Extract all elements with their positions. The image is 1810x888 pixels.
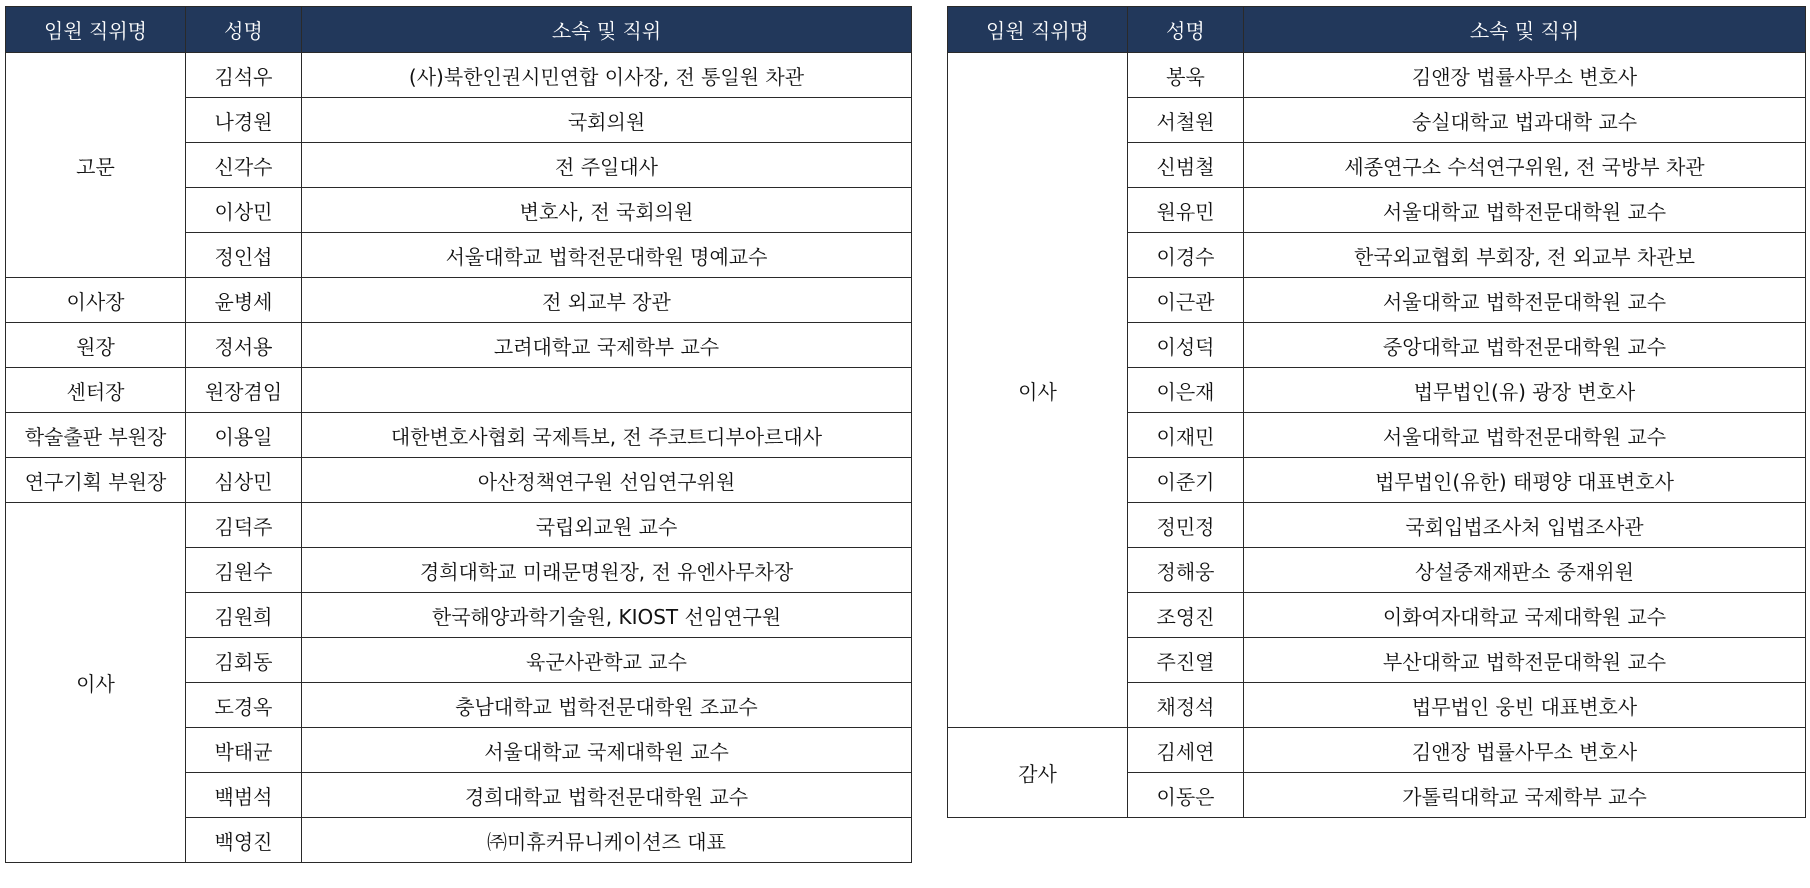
name-cell: 이재민 [1128, 413, 1244, 458]
name-cell: 신각수 [186, 143, 302, 188]
header-row [948, 7, 1806, 53]
name-cell: 백범석 [186, 773, 302, 818]
position-cell: 학술출판 부원장 [6, 413, 186, 458]
affiliation-cell: 상설중재재판소 중재위원 [1244, 548, 1806, 593]
name-cell: 도경옥 [186, 683, 302, 728]
name-cell: 이준기 [1128, 458, 1244, 503]
affiliation-cell: 국회의원 [302, 98, 912, 143]
affiliation-cell: 중앙대학교 법학전문대학원 교수 [1244, 323, 1806, 368]
table-row [6, 458, 912, 503]
affiliation-cell: 대한변호사협회 국제특보, 전 주코트디부아르대사 [302, 413, 912, 458]
name-cell: 정서용 [186, 323, 302, 368]
table-row [6, 503, 912, 548]
header-affiliation: 소속 및 직위 [1244, 7, 1806, 53]
name-cell: 정해웅 [1128, 548, 1244, 593]
table-row [6, 323, 912, 368]
affiliation-cell: 세종연구소 수석연구위원, 전 국방부 차관 [1244, 143, 1806, 188]
affiliation-cell: 한국외교협회 부회장, 전 외교부 차관보 [1244, 233, 1806, 278]
affiliation-cell: 서울대학교 법학전문대학원 교수 [1244, 278, 1806, 323]
affiliation-cell: 김앤장 법률사무소 변호사 [1244, 53, 1806, 98]
affiliation-cell: 변호사, 전 국회의원 [302, 188, 912, 233]
affiliation-cell: ㈜미휴커뮤니케이션즈 대표 [302, 818, 912, 863]
name-cell: 정민정 [1128, 503, 1244, 548]
name-cell: 심상민 [186, 458, 302, 503]
name-cell: 조영진 [1128, 593, 1244, 638]
affiliation-cell: 한국해양과학기술원, KIOST 선임연구원 [302, 593, 912, 638]
position-cell: 이사장 [6, 278, 186, 323]
affiliation-cell: 경희대학교 미래문명원장, 전 유엔사무차장 [302, 548, 912, 593]
name-cell: 이근관 [1128, 278, 1244, 323]
name-cell: 이용일 [186, 413, 302, 458]
table-row [6, 413, 912, 458]
affiliation-cell: 전 주일대사 [302, 143, 912, 188]
position-cell: 이사 [948, 53, 1128, 728]
affiliation-cell: 이화여자대학교 국제대학원 교수 [1244, 593, 1806, 638]
left-officer-table [5, 6, 912, 863]
left-table-body [6, 53, 912, 863]
position-cell: 연구기획 부원장 [6, 458, 186, 503]
affiliation-cell: 서울대학교 법학전문대학원 명예교수 [302, 233, 912, 278]
table-row [6, 53, 912, 98]
name-cell: 원장겸임 [186, 368, 302, 413]
name-cell: 김원수 [186, 548, 302, 593]
affiliation-cell: 법무법인(유한) 태평양 대표변호사 [1244, 458, 1806, 503]
name-cell: 이동은 [1128, 773, 1244, 818]
affiliation-cell: 부산대학교 법학전문대학원 교수 [1244, 638, 1806, 683]
affiliation-cell: 국회입법조사처 입법조사관 [1244, 503, 1806, 548]
table-row [948, 728, 1806, 773]
position-cell: 고문 [6, 53, 186, 278]
affiliation-cell: 서울대학교 국제대학원 교수 [302, 728, 912, 773]
header-name: 성명 [1128, 7, 1244, 53]
header-position: 임원 직위명 [6, 7, 186, 53]
name-cell: 채정석 [1128, 683, 1244, 728]
affiliation-cell: 아산정책연구원 선임연구위원 [302, 458, 912, 503]
affiliation-cell: 숭실대학교 법과대학 교수 [1244, 98, 1806, 143]
name-cell: 윤병세 [186, 278, 302, 323]
name-cell: 신범철 [1128, 143, 1244, 188]
affiliation-cell: 서울대학교 법학전문대학원 교수 [1244, 413, 1806, 458]
affiliation-cell: 가톨릭대학교 국제학부 교수 [1244, 773, 1806, 818]
affiliation-cell: (사)북한인권시민연합 이사장, 전 통일원 차관 [302, 53, 912, 98]
affiliation-cell: 고려대학교 국제학부 교수 [302, 323, 912, 368]
name-cell: 백영진 [186, 818, 302, 863]
position-cell: 이사 [6, 503, 186, 863]
name-cell: 김회동 [186, 638, 302, 683]
right-officer-table [947, 6, 1806, 818]
header-row [6, 7, 912, 53]
name-cell: 김석우 [186, 53, 302, 98]
affiliation-cell: 법무법인 웅빈 대표변호사 [1244, 683, 1806, 728]
affiliation-cell: 김앤장 법률사무소 변호사 [1244, 728, 1806, 773]
name-cell: 나경원 [186, 98, 302, 143]
name-cell: 김원희 [186, 593, 302, 638]
name-cell: 주진열 [1128, 638, 1244, 683]
name-cell: 이은재 [1128, 368, 1244, 413]
affiliation-cell: 육군사관학교 교수 [302, 638, 912, 683]
header-position: 임원 직위명 [948, 7, 1128, 53]
name-cell: 이성덕 [1128, 323, 1244, 368]
name-cell: 이상민 [186, 188, 302, 233]
header-affiliation: 소속 및 직위 [302, 7, 912, 53]
name-cell: 원유민 [1128, 188, 1244, 233]
table-row [948, 53, 1806, 98]
affiliation-cell: 경희대학교 법학전문대학원 교수 [302, 773, 912, 818]
affiliation-cell: 국립외교원 교수 [302, 503, 912, 548]
table-row [6, 278, 912, 323]
name-cell: 박태균 [186, 728, 302, 773]
position-cell: 센터장 [6, 368, 186, 413]
header-name: 성명 [186, 7, 302, 53]
name-cell: 김세연 [1128, 728, 1244, 773]
name-cell: 정인섭 [186, 233, 302, 278]
right-table-body [948, 53, 1806, 818]
affiliation-cell [302, 368, 912, 413]
name-cell: 봉욱 [1128, 53, 1244, 98]
affiliation-cell: 법무법인(유) 광장 변호사 [1244, 368, 1806, 413]
name-cell: 이경수 [1128, 233, 1244, 278]
name-cell: 김덕주 [186, 503, 302, 548]
position-cell: 원장 [6, 323, 186, 368]
name-cell: 서철원 [1128, 98, 1244, 143]
position-cell: 감사 [948, 728, 1128, 818]
table-row [6, 368, 912, 413]
affiliation-cell: 충남대학교 법학전문대학원 조교수 [302, 683, 912, 728]
affiliation-cell: 전 외교부 장관 [302, 278, 912, 323]
affiliation-cell: 서울대학교 법학전문대학원 교수 [1244, 188, 1806, 233]
